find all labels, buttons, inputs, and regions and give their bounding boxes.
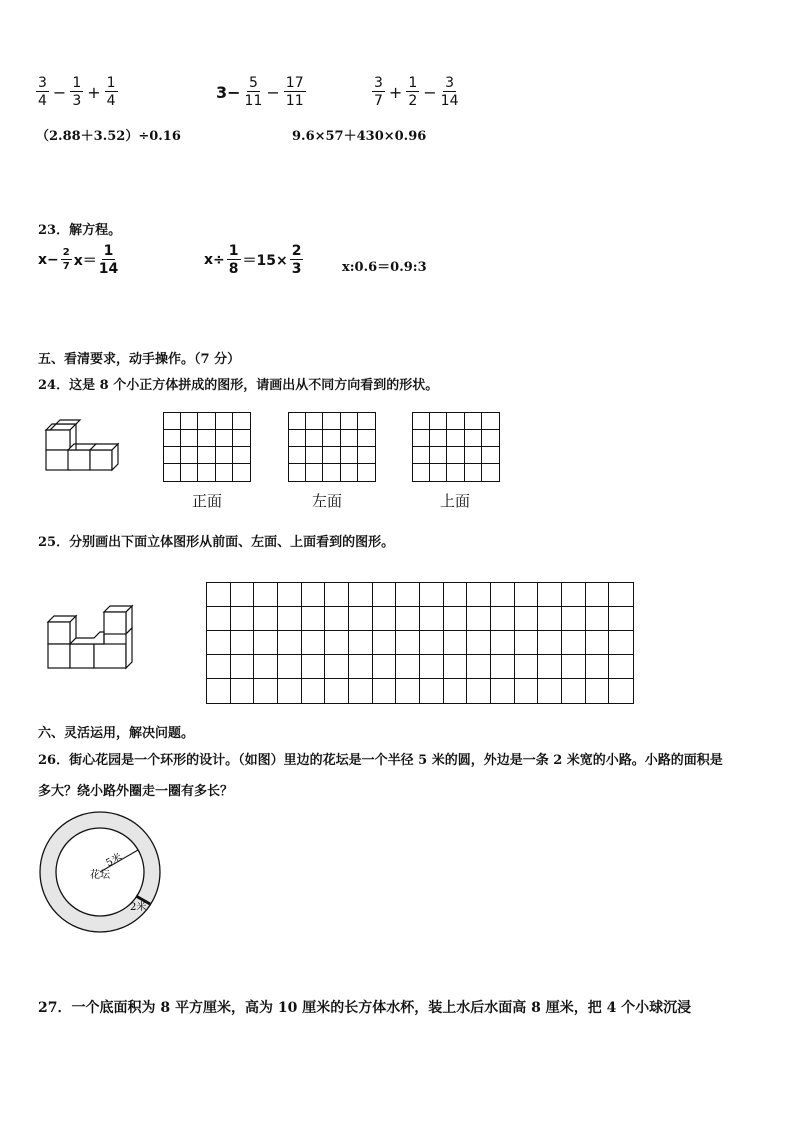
q26-line-1: 26．街心花园是一个环形的设计。（如图）里边的花坛是一个半径 5 米的圆，外边是一条 2 米宽的小路。小路的面积是 <box>38 753 723 768</box>
section-6-heading: 六、灵活运用，解决问题。 <box>38 726 195 741</box>
label-left-view: 左面 <box>312 492 343 510</box>
calc-expression-2: 3− $\frac{5}{11}$ − $\frac{17}{11}$ <box>216 75 304 109</box>
label-front-view: 正面 <box>192 492 223 510</box>
path-width-label: 2米 <box>130 902 147 913</box>
grid-top-view[interactable] <box>412 412 500 482</box>
radius-label: 5米 <box>104 851 124 870</box>
section-5-heading: 五、看清要求，动手操作。（7 分） <box>38 352 241 367</box>
flower-bed-label: 花坛 <box>90 870 110 881</box>
q25-cube-figure <box>44 600 136 672</box>
q27-line-1: 27．一个底面积为 8 平方厘米，高为 10 厘米的长方体水杯，装上水后水面高 8 厘米，把 4 个小球沉浸 <box>38 1000 692 1016</box>
equation-2: x÷ $\frac{1}{8}$ ＝15× $\frac{2}{3}$ <box>204 243 302 277</box>
q26-line-2: 多大？绕小路外圈走一圈有多长？ <box>38 784 234 799</box>
equation-1: x− $\frac{2}{7}$ x＝ $\frac{1}{14}$ <box>38 243 119 277</box>
calc-expression-3: $\frac{3}{7}$ + $\frac{1}{2}$ − $\frac{3}{14}$ <box>374 75 459 109</box>
calc-expression-4: （2.88＋3.52）÷0.16 <box>36 129 181 144</box>
calc-expression-5: 9.6×57＋430×0.96 <box>292 129 427 144</box>
calc-expression-1: $\frac{3}{4}$ − $\frac{1}{3}$ + $\frac{1}{4}$ <box>38 75 116 109</box>
q23-title: 23．解方程。 <box>38 223 122 238</box>
q25-title: 25．分别画出下面立体图形从前面、左面、上面看到的图形。 <box>38 535 395 550</box>
grid-q25-drawing-area[interactable] <box>206 582 634 704</box>
label-top-view: 上面 <box>440 492 471 510</box>
ring-garden-figure <box>38 810 162 934</box>
q24-title: 24．这是 8 个小正方体拼成的图形，请画出从不同方向看到的形状。 <box>38 378 439 393</box>
grid-left-view[interactable] <box>288 412 376 482</box>
q24-cube-figure <box>40 418 130 478</box>
grid-front-view[interactable] <box>163 412 251 482</box>
equation-3: x:0.6＝0.9:3 <box>342 260 427 275</box>
